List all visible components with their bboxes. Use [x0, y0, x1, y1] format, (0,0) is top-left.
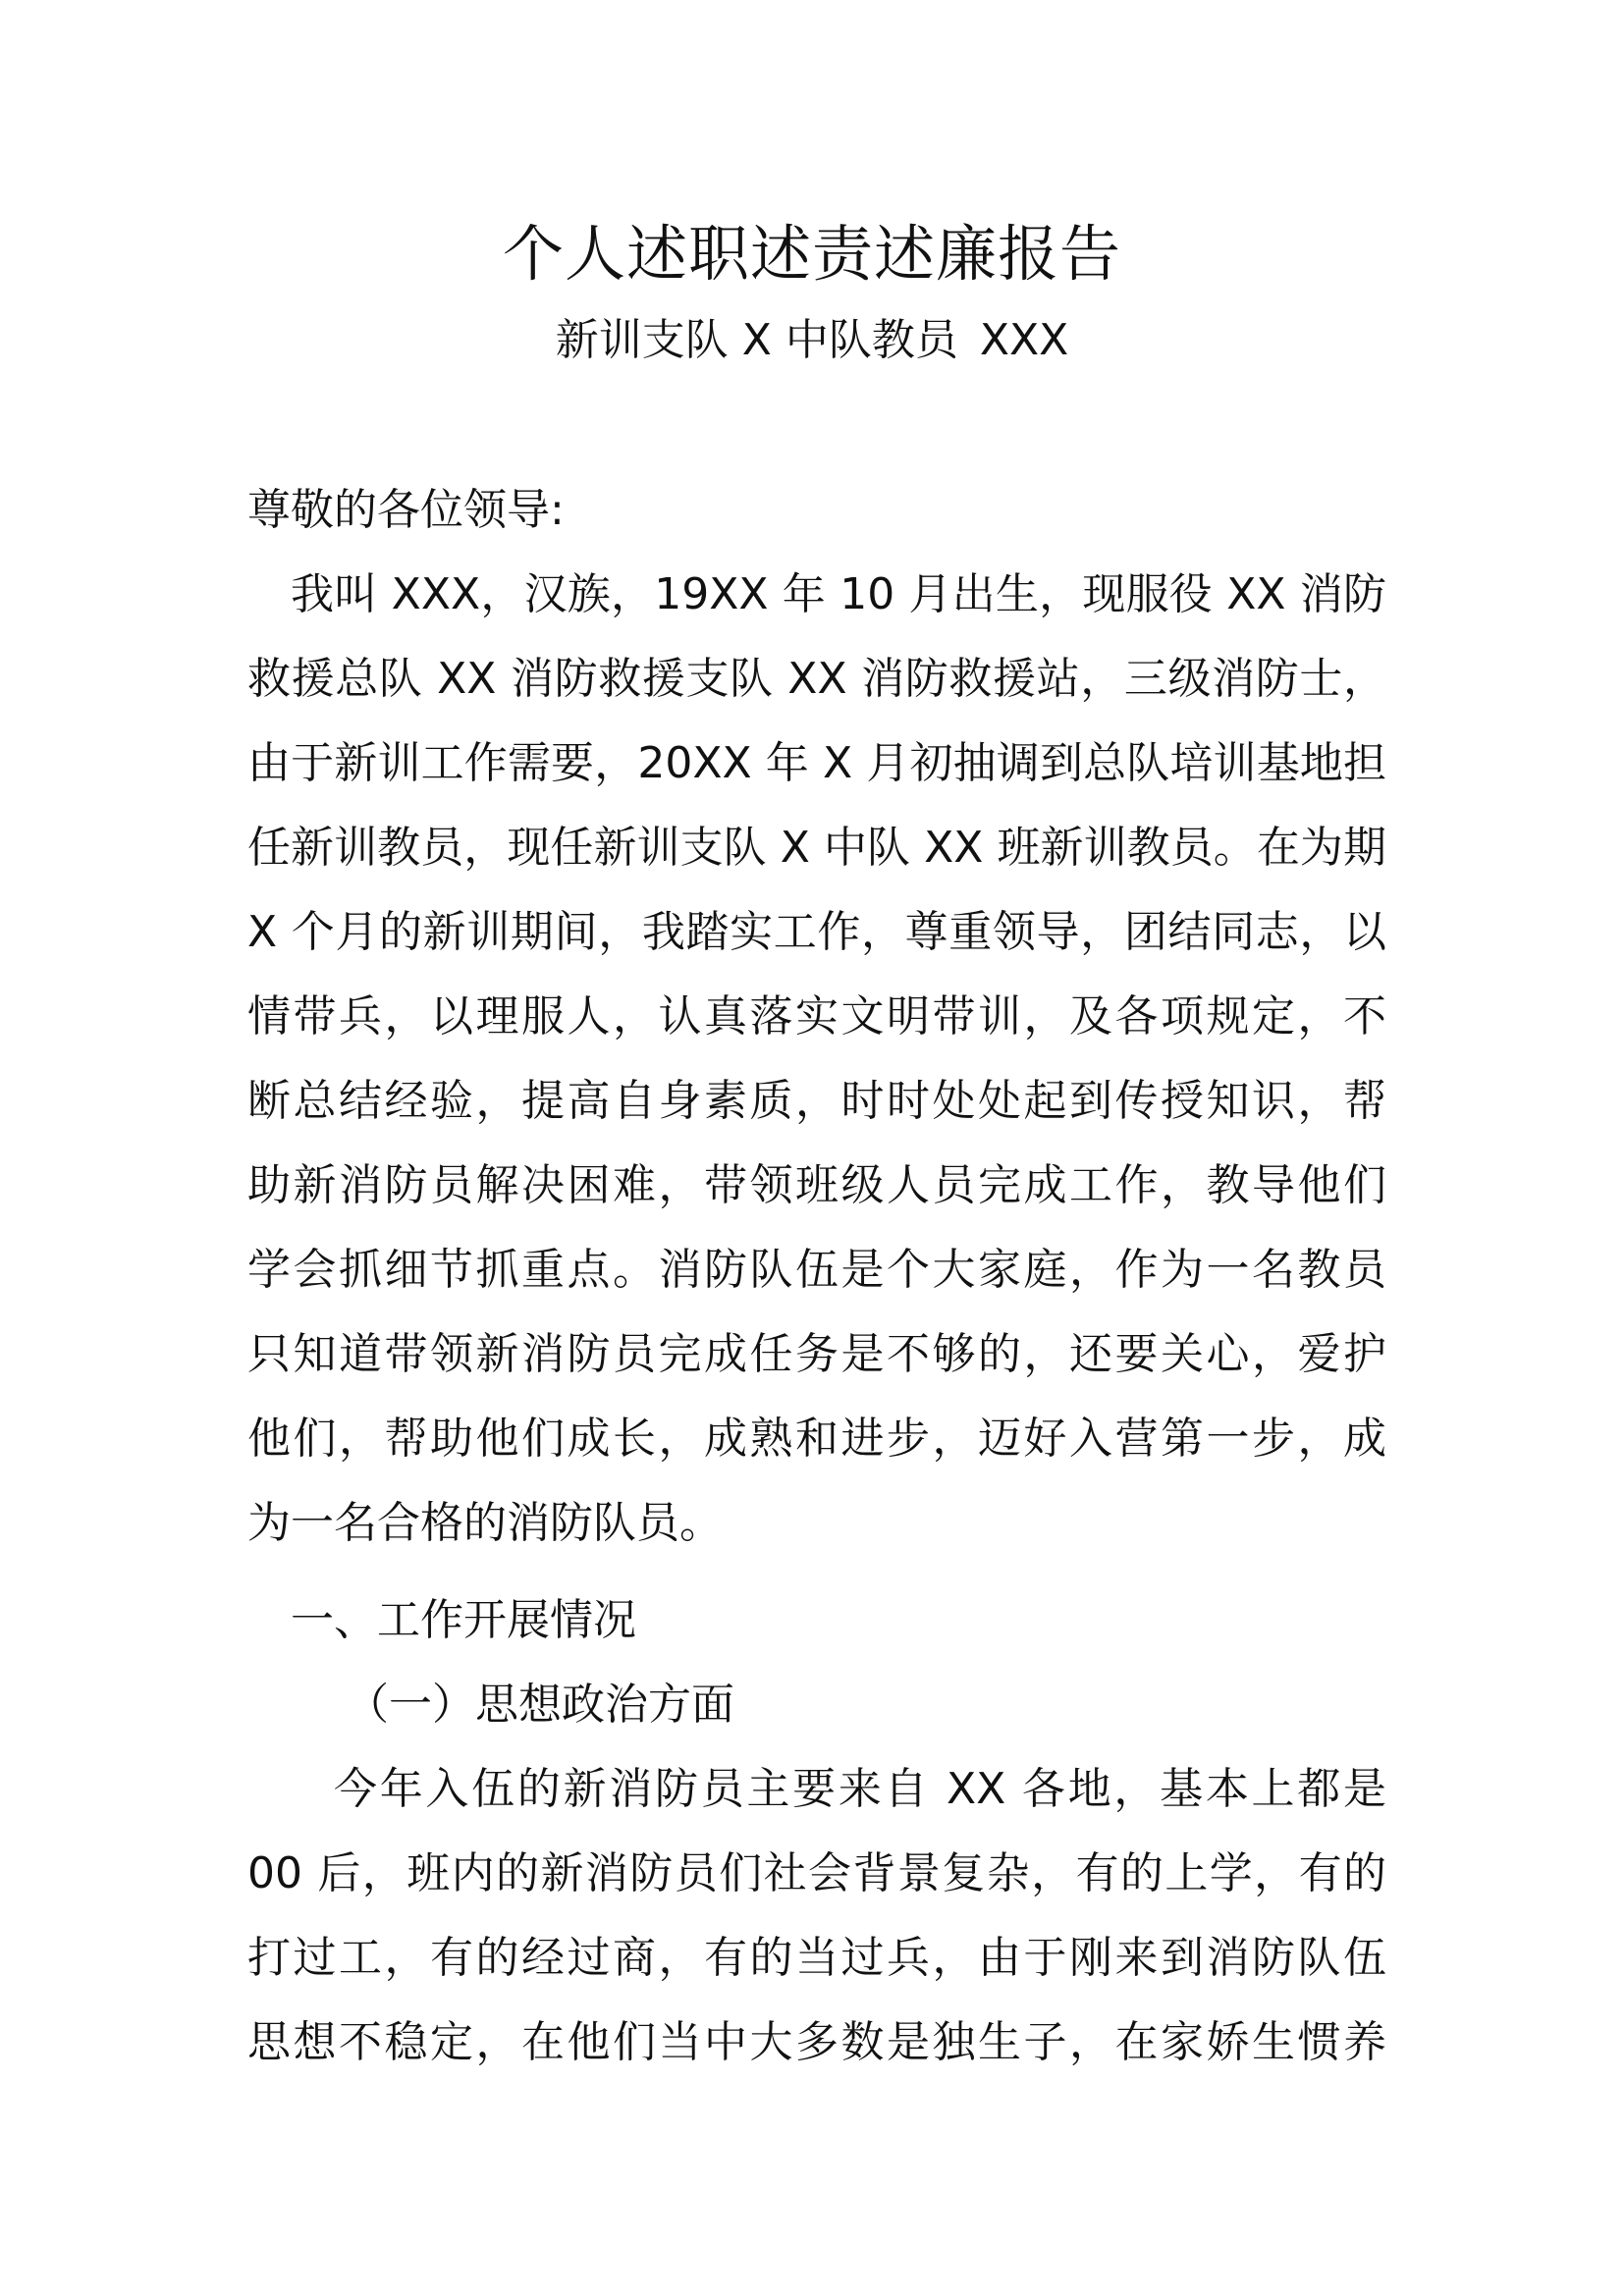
- paragraph-line: 他们，帮助他们成长，成熟和进步，迈好入营第一步，成: [247, 1414, 1386, 1464]
- salutation: 尊敬的各位领导:: [247, 485, 565, 535]
- subsection-heading: （一）思想政治方面: [346, 1680, 734, 1730]
- author-name: XXX: [979, 315, 1069, 365]
- paragraph-line: 为一名合格的消防队员。: [247, 1498, 723, 1548]
- paragraph-line: 打过工，有的经过商，有的当过兵，由于刚来到消防队伍: [247, 1933, 1386, 1983]
- paragraph-line: 由于新训工作需要，20XX 年 X 月初抽调到总队培训基地担: [247, 738, 1386, 788]
- paragraph-line: 只知道带领新消防员完成任务是不够的，还要关心，爱护: [247, 1329, 1386, 1379]
- paragraph-line: X 个月的新训期间，我踏实工作，尊重领导，团结同志，以: [247, 907, 1386, 957]
- paragraph-line: 任新训教员，现任新训支队 X 中队 XX 班新训教员。在为期: [247, 823, 1386, 873]
- section-heading: 一、工作开展情况: [291, 1595, 636, 1645]
- paragraph-line: 00 后，班内的新消防员们社会背景复杂，有的上学，有的: [247, 1848, 1386, 1898]
- document-subtitle: [0, 306, 1624, 375]
- paragraph-line: 助新消防员解决困难，带领班级人员完成工作，教导他们: [247, 1160, 1386, 1210]
- paragraph-line: 断总结经验，提高自身素质，时时处处起到传授知识，帮: [247, 1076, 1386, 1126]
- paragraph-line: 我叫 XXX，汉族，19XX 年 10 月出生，现服役 XX 消防: [291, 569, 1386, 619]
- paragraph-line: 情带兵，以理服人，认真落实文明带训，及各项规定，不: [247, 991, 1386, 1041]
- paragraph-political-thought: [247, 1747, 1386, 2085]
- paragraph-line: 学会抓细节抓重点。消防队伍是个大家庭，作为一名教员: [247, 1245, 1386, 1295]
- paragraph-line: 今年入伍的新消防员主要来自 XX 各地，基本上都是: [334, 1764, 1386, 1814]
- author-position: 新训支队 X 中队教员: [555, 315, 958, 365]
- paragraph-introduction: [247, 553, 1386, 1566]
- paragraph-line: 救援总队 XX 消防救援支队 XX 消防救援站，三级消防士，: [247, 654, 1386, 704]
- document-title: 个人述职述责述廉报告: [502, 218, 1121, 290]
- paragraph-line: 思想不稳定，在他们当中大多数是独生子，在家娇生惯养: [247, 2017, 1386, 2067]
